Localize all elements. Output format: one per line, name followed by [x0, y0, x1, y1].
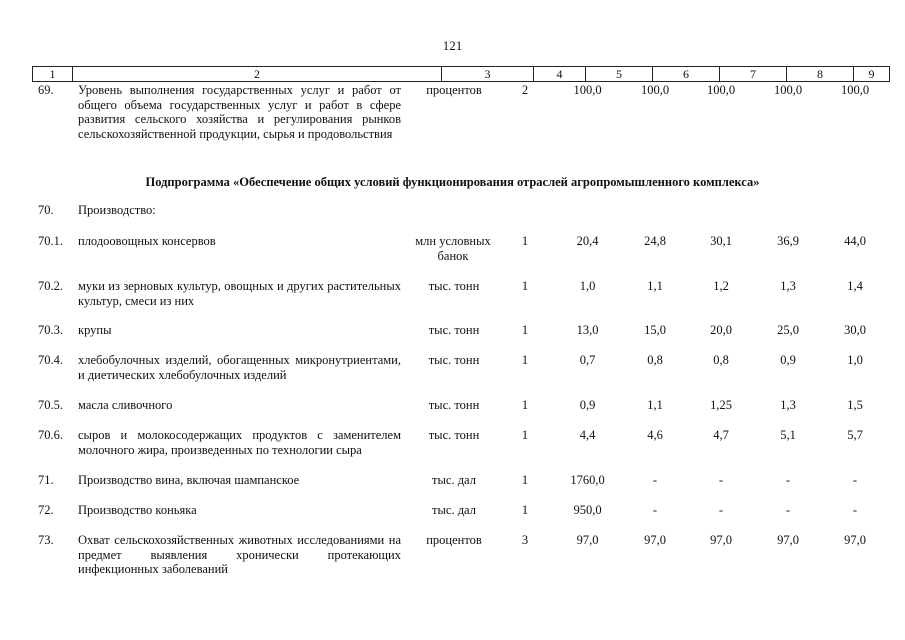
value-col6: -: [652, 503, 658, 517]
value-col9: -: [852, 473, 858, 487]
value-col9: -: [852, 503, 858, 517]
row-number: 70.2.: [38, 279, 63, 293]
value-col5: 1,0: [579, 279, 596, 293]
value-col9: 1,5: [847, 398, 863, 412]
value-col6: 15,0: [644, 323, 666, 337]
value-col8: 36,9: [777, 234, 799, 248]
value-col6: 1,1: [647, 398, 663, 412]
value-col8: 100,0: [773, 83, 803, 97]
value-col7: -: [718, 503, 724, 517]
indicator-name: муки из зерновых культур, овощных и других растительных культур, смеси из них: [78, 279, 401, 308]
value-col7: 20,0: [710, 323, 732, 337]
col4-cell: 3: [521, 533, 529, 547]
unit-cell: процентов: [426, 533, 482, 547]
value-col5: 20,4: [576, 234, 599, 248]
indicator-name: масла сливочного: [78, 398, 173, 412]
indicator-name: плодоовощных консервов: [78, 234, 216, 248]
header-col-7: 7: [719, 67, 786, 81]
value-col5: 4,4: [579, 428, 596, 442]
value-col5: 0,9: [579, 398, 596, 412]
value-col7: 1,2: [713, 279, 729, 293]
indicator-name: Производство вина, включая шампанское: [78, 473, 300, 487]
row-number: 72.: [38, 503, 54, 517]
row-number: 70.5.: [38, 398, 63, 412]
value-col9: 5,7: [847, 428, 863, 442]
indicator-name: Производство:: [78, 203, 156, 217]
col4-cell: 1: [521, 323, 529, 337]
value-col9: 44,0: [844, 234, 866, 248]
col4-cell: 1: [521, 428, 529, 442]
row-number: 70.4.: [38, 353, 63, 367]
indicator-name: Производство коньяка: [78, 503, 197, 517]
unit-cell: млн условных банок: [415, 234, 491, 263]
header-col-4: 4: [533, 67, 585, 81]
value-col6: 97,0: [644, 533, 666, 547]
header-col-2: 2: [72, 67, 441, 81]
header-col-9: 9: [853, 67, 890, 81]
value-col7: 100,0: [706, 83, 736, 97]
unit-cell: тыс. тонн: [428, 323, 480, 337]
value-col8: 5,1: [780, 428, 796, 442]
indicator-name: Уровень выполнения государственных услуг и работ от общего объема государственных услуг и работ в сфере развития сельского хозяйства и регулирования рынков сельскохозяйственной продукции, сырья и продовольствия: [78, 83, 401, 141]
value-col6: 0,8: [647, 353, 663, 367]
value-col7: 4,7: [713, 428, 729, 442]
row-number: 70.6.: [38, 428, 63, 442]
row-number: 70.: [38, 203, 54, 217]
unit-cell: тыс. тонн: [428, 353, 480, 367]
page-number: 121: [442, 38, 463, 53]
col4-cell: 1: [521, 398, 529, 412]
col4-cell: 1: [521, 279, 529, 293]
unit-cell: процентов: [426, 83, 482, 97]
value-col9: 1,4: [847, 279, 863, 293]
value-col5: 100,0: [573, 83, 602, 97]
unit-cell: тыс. дал: [432, 473, 476, 487]
header-col-5: 5: [585, 67, 652, 81]
unit-cell: тыс. тонн: [428, 428, 480, 442]
value-col5: 13,0: [576, 323, 599, 337]
value-col6: 4,6: [647, 428, 663, 442]
indicator-name: крупы: [78, 323, 112, 337]
col4-cell: 1: [521, 353, 529, 367]
subprogram-title: Подпрограмма «Обеспечение общих условий функционирования отраслей агропромышленного комплекса»: [145, 175, 760, 189]
value-col7: 1,25: [710, 398, 732, 412]
value-col8: 1,3: [780, 398, 796, 412]
value-col8: 25,0: [777, 323, 799, 337]
value-col9: 30,0: [844, 323, 866, 337]
header-col-8: 8: [786, 67, 853, 81]
row-number: 73.: [38, 533, 54, 547]
indicator-name: хлебобулочных изделий, обогащенных микронутриентами, и диетических хлебобулочных изделий: [78, 353, 401, 382]
value-col6: -: [652, 473, 658, 487]
table-header: [32, 66, 890, 82]
value-col5: 97,0: [576, 533, 599, 547]
value-col7: 97,0: [710, 533, 732, 547]
value-col9: 1,0: [847, 353, 863, 367]
value-col9: 100,0: [840, 83, 870, 97]
value-col6: 100,0: [640, 83, 670, 97]
value-col5: 950,0: [573, 503, 602, 517]
col4-cell: 1: [521, 503, 529, 517]
value-col8: 1,3: [780, 279, 796, 293]
header-col-1: 1: [32, 67, 72, 81]
value-col8: 97,0: [777, 533, 799, 547]
indicator-name: сыров и молокосодержащих продуктов с заменителем молочного жира, произведенных по технологии сыра: [78, 428, 401, 457]
header-col-6: 6: [652, 67, 719, 81]
unit-cell: тыс. дал: [432, 503, 476, 517]
row-number: 71.: [38, 473, 54, 487]
value-col8: -: [785, 473, 791, 487]
value-col6: 1,1: [647, 279, 663, 293]
value-col5: 1760,0: [570, 473, 605, 487]
header-col-3: 3: [441, 67, 533, 81]
unit-cell: тыс. тонн: [428, 279, 480, 293]
value-col8: 0,9: [780, 353, 796, 367]
value-col6: 24,8: [644, 234, 666, 248]
value-col7: 30,1: [710, 234, 732, 248]
row-number: 70.3.: [38, 323, 63, 337]
col4-cell: 1: [521, 473, 529, 487]
row-number: 70.1.: [38, 234, 63, 248]
col4-cell: 2: [521, 83, 529, 97]
value-col8: -: [785, 503, 791, 517]
unit-cell: тыс. тонн: [428, 398, 480, 412]
indicator-name: Охват сельскохозяйственных животных исследованиями на предмет выявления хронически протекающих инфекционных заболеваний: [78, 533, 401, 576]
row-number: 69.: [38, 83, 54, 97]
value-col7: -: [718, 473, 724, 487]
value-col9: 97,0: [844, 533, 866, 547]
col4-cell: 1: [521, 234, 529, 248]
value-col7: 0,8: [713, 353, 729, 367]
value-col5: 0,7: [579, 353, 596, 367]
